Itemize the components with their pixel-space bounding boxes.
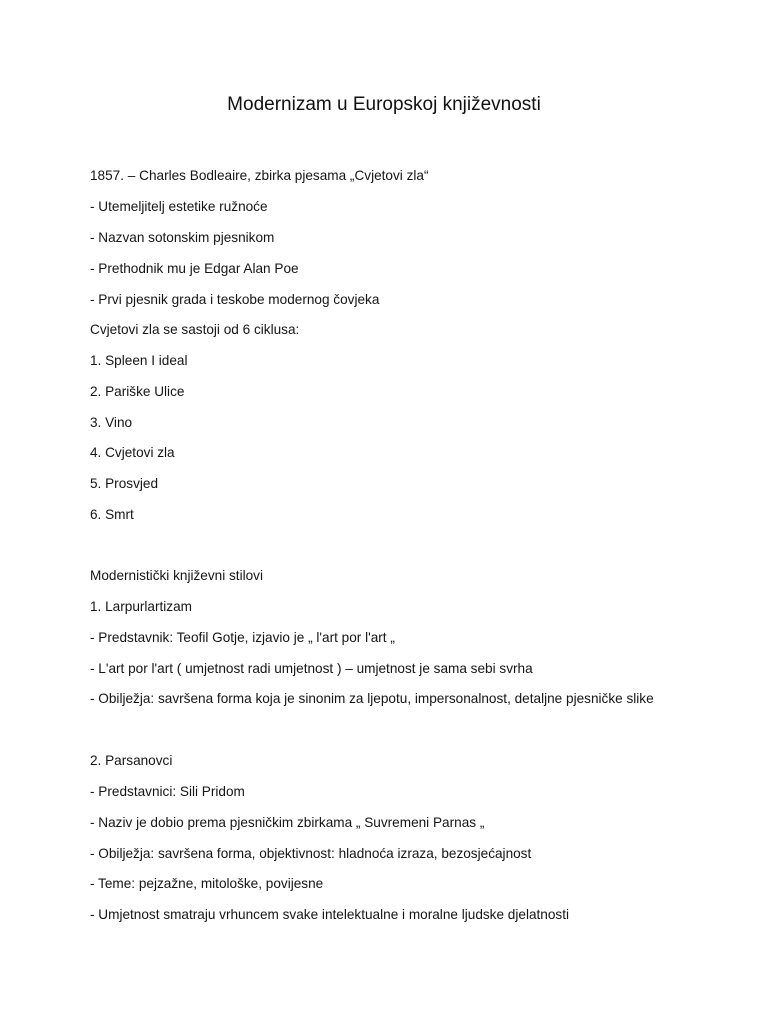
bullet-line: - Prvi pjesnik grada i teskobe modernog čovjeka bbox=[90, 292, 380, 307]
cycle-item: 6. Smrt bbox=[90, 507, 134, 522]
cycles-intro: Cvjetovi zla se sastoji od 6 ciklusa: bbox=[90, 322, 300, 337]
bullet-line: - Obilježja: savršena forma koja je sinonim za ljepotu, impersonalnost, detaljne pjesničke slike bbox=[90, 691, 654, 706]
section-heading: Modernistički književni stilovi bbox=[90, 568, 263, 583]
bullet-line: - Naziv je dobio prema pjesničkim zbirkama „ Suvremeni Parnas „ bbox=[90, 815, 485, 830]
bullet-line: - Teme: pejzažne, mitološke, povijesne bbox=[90, 876, 324, 891]
bullet-line: - Obilježja: savršena forma, objektivnost: hladnoća izraza, bezosjećajnost bbox=[90, 846, 532, 861]
subsection-title: 1. Larpurlartizam bbox=[90, 599, 192, 614]
cycle-item: 4. Cvjetovi zla bbox=[90, 445, 175, 460]
cycle-item: 1. Spleen I ideal bbox=[90, 353, 188, 368]
section-heading: 1857. – Charles Bodleaire, zbirka pjesama „Cvjetovi zla“ bbox=[90, 168, 429, 183]
bullet-line: - Umjetnost smatraju vrhuncem svake intelektualne i moralne ljudske djelatnosti bbox=[90, 907, 570, 922]
cycle-item: 2. Pariške Ulice bbox=[90, 384, 185, 399]
bullet-line: - L'art por l'art ( umjetnost radi umjetnost ) – umjetnost je sama sebi svrha bbox=[90, 661, 533, 676]
bullet-line: - Utemeljitelj estetike ružnoće bbox=[90, 199, 268, 214]
bullet-line: - Prethodnik mu je Edgar Alan Poe bbox=[90, 261, 299, 276]
bullet-line: - Nazvan sotonskim pjesnikom bbox=[90, 230, 275, 245]
cycle-item: 5. Prosvjed bbox=[90, 476, 159, 491]
bullet-line: - Predstavnici: Sili Pridom bbox=[90, 784, 245, 799]
cycle-item: 3. Vino bbox=[90, 415, 133, 430]
bullet-line: - Predstavnik: Teofil Gotje, izjavio je „ l'art por l'art „ bbox=[90, 630, 395, 645]
subsection-title: 2. Parsanovci bbox=[90, 753, 173, 768]
document-title: Modernizam u Europskoj književnosti bbox=[227, 94, 541, 115]
